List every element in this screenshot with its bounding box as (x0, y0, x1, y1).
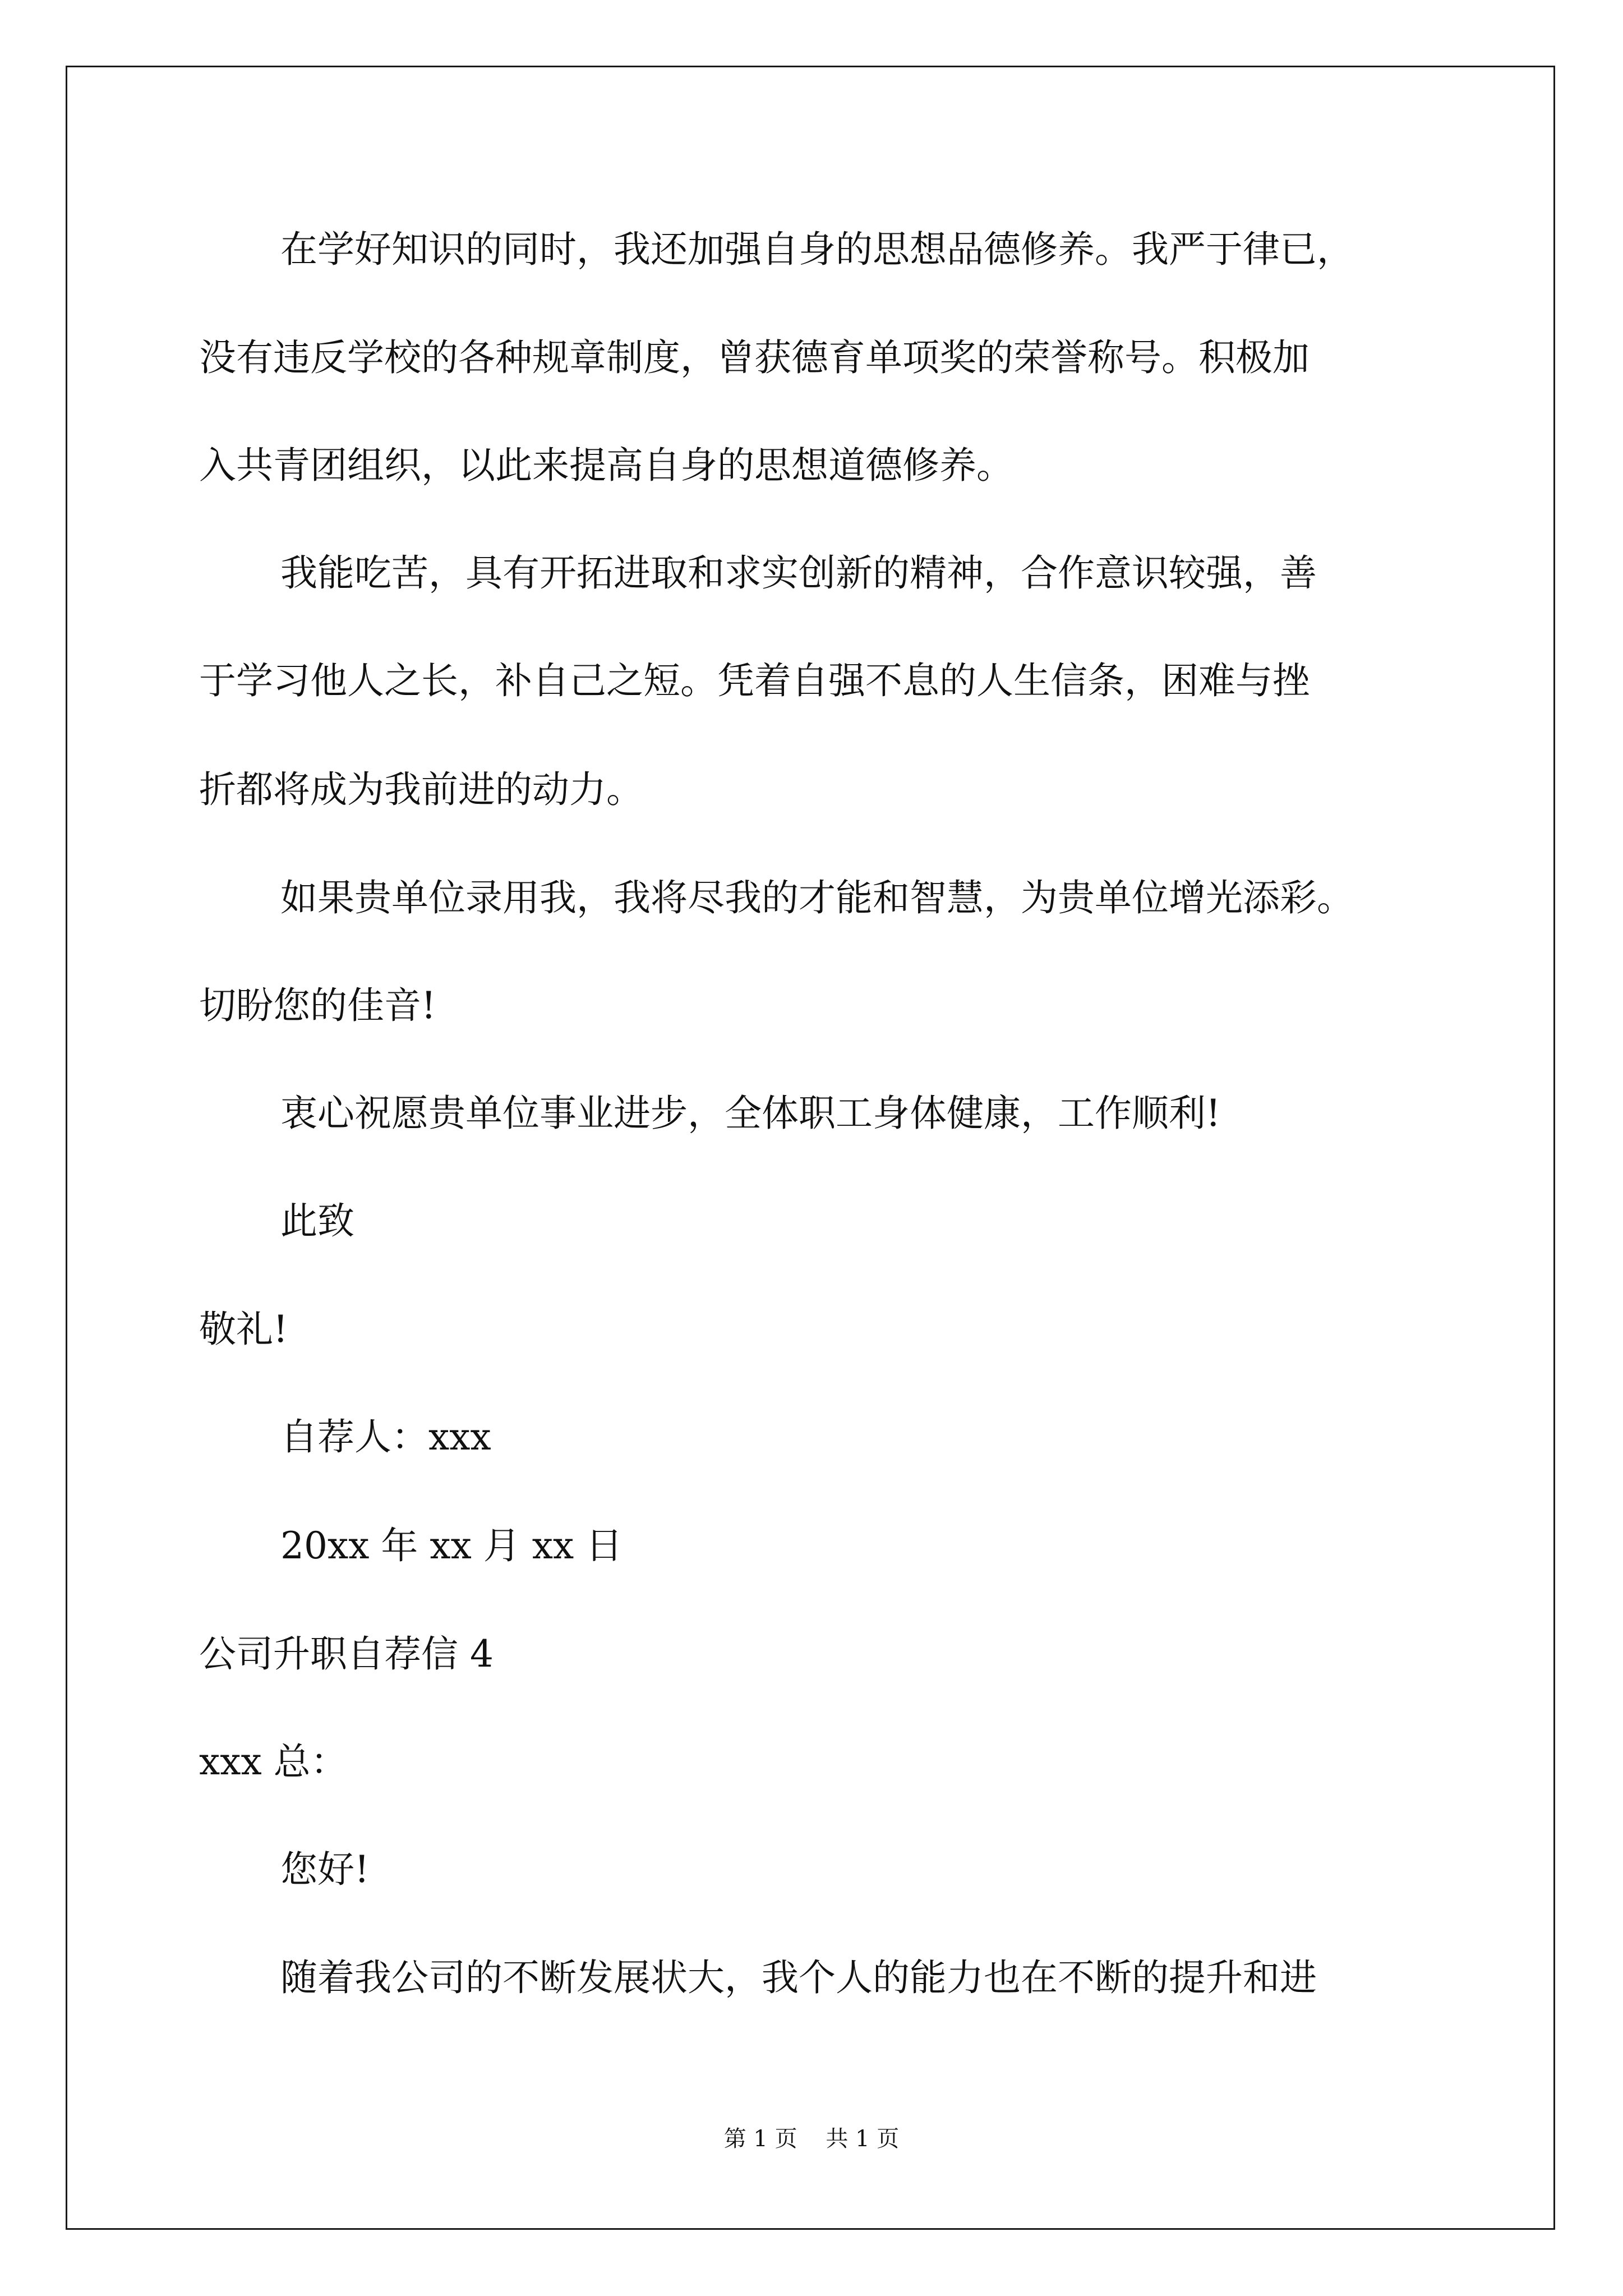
text-line: 自荐人：xxx (280, 1415, 491, 1458)
page-border (66, 66, 1555, 2230)
text-line: xxx 总： (199, 1740, 348, 1783)
text-line: 入共青团组织，以此来提高自身的思想道德修养。 (199, 444, 1013, 487)
text-line: 此致 (280, 1199, 354, 1243)
text-line: 您好! (280, 1848, 370, 1891)
text-line: 在学好知识的同时，我还加强自身的思想品德修养。我严于律已， (280, 228, 1354, 271)
text-line: 衷心祝愿贵单位事业进步，全体职工身体健康，工作顺利! (280, 1092, 1221, 1135)
text-line: 敬礼! (199, 1308, 288, 1351)
section-heading: 公司升职自荐信 4 (199, 1632, 494, 1676)
text-line: 如果贵单位录用我，我将尽我的才能和智慧，为贵单位增光添彩。 (280, 876, 1354, 919)
text-line: 切盼您的佳音! (199, 984, 436, 1027)
page-number-footer: 第 1 页 共 1 页 (723, 2126, 900, 2152)
text-line: 没有违反学校的各种规章制度，曾获德育单项奖的荣誉称号。积极加 (199, 336, 1310, 379)
text-line: 20xx 年 xx 月 xx 日 (280, 1524, 623, 1567)
text-line: 我能吃苦，具有开拓进取和求实创新的精神，合作意识较强，善 (280, 551, 1317, 595)
text-line: 于学习他人之长，补自己之短。凭着自强不息的人生信条，困难与挫 (199, 659, 1310, 702)
text-line: 折都将成为我前进的动力。 (199, 768, 643, 811)
text-line: 随着我公司的不断发展状大，我个人的能力也在不断的提升和进 (280, 1956, 1317, 1999)
